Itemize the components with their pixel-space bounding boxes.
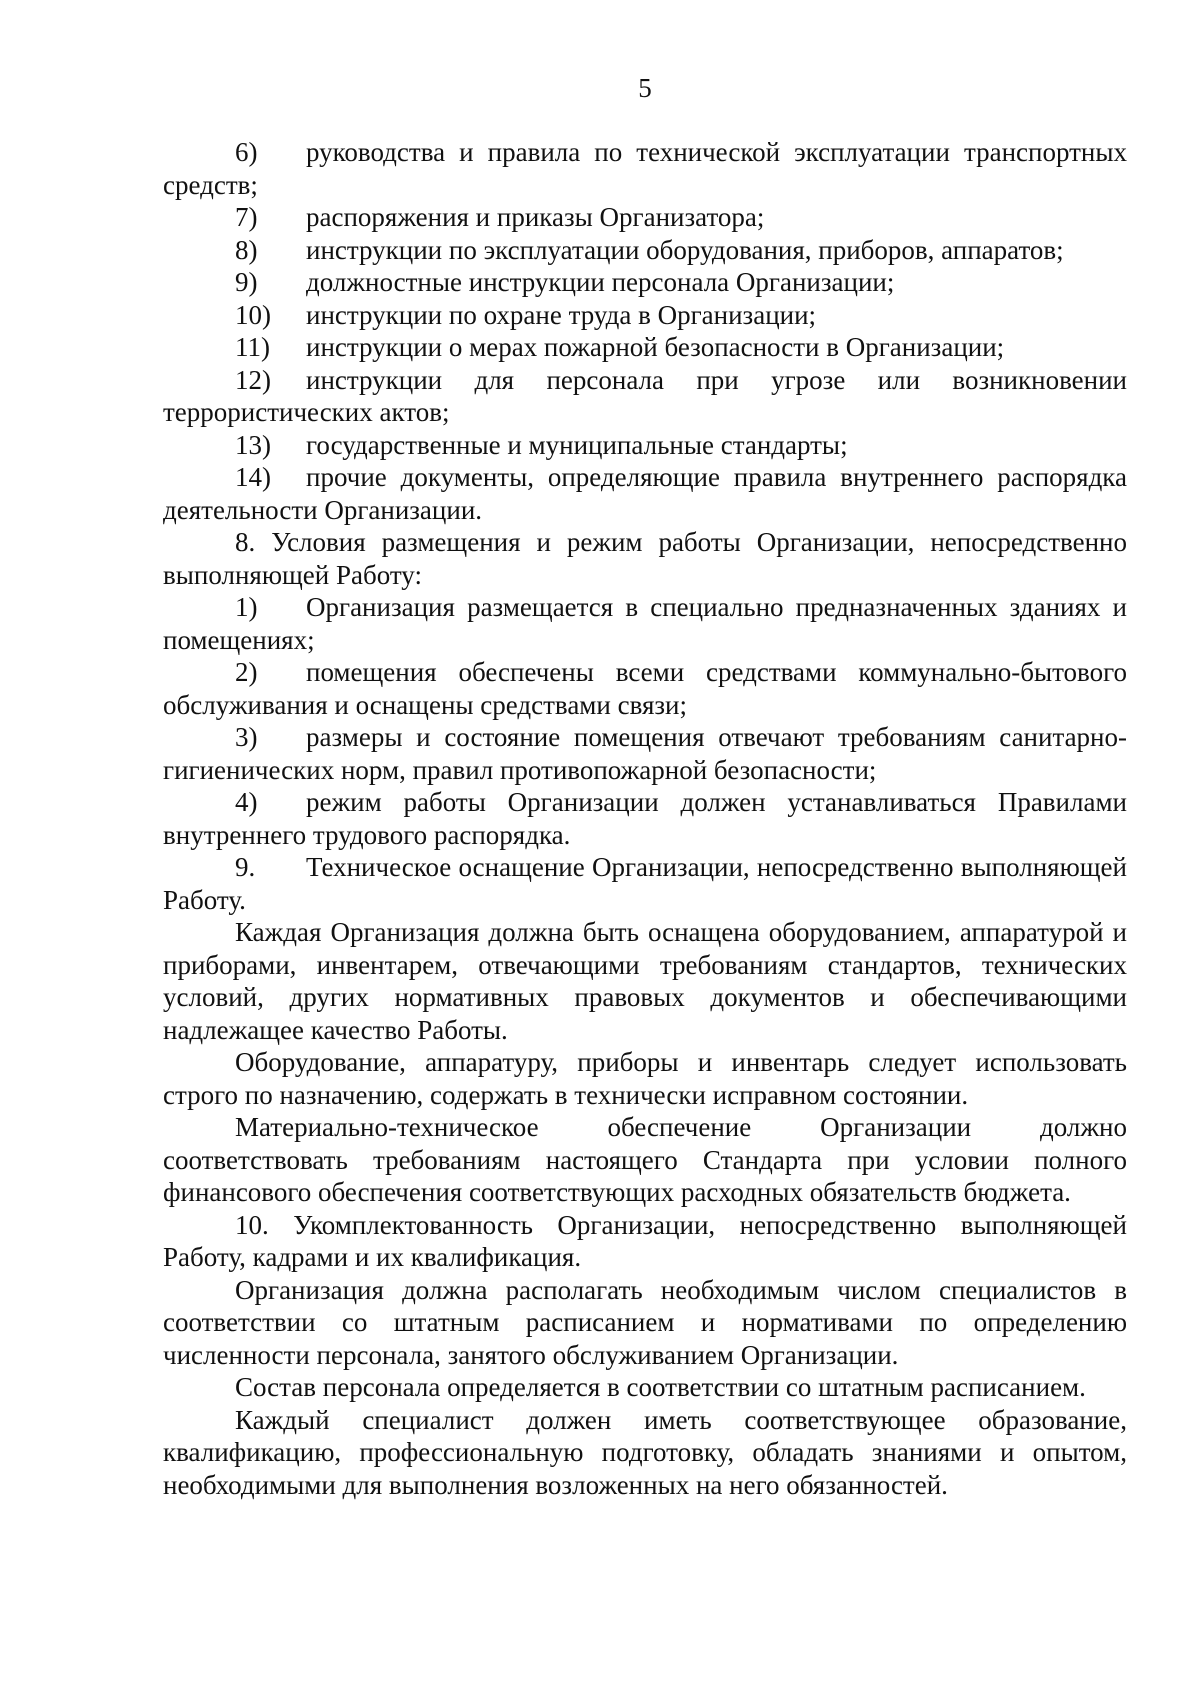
list-item: [163, 656, 1127, 721]
list-item: [163, 234, 1127, 267]
list-item: [163, 461, 1127, 526]
list-item-number: 2): [235, 657, 258, 687]
list-item-text: распоряжения и приказы Организатора;: [306, 202, 765, 232]
list-item-text: руководства и правила по технической эксплуатации транспортных средств;: [163, 137, 1127, 200]
paragraph: Организация должна располагать необходимым числом специалистов в соответствии со штатным расписанием и нормативами по определению численности персонала, занятого обслуживанием Организации.: [163, 1274, 1127, 1370]
document-body: [163, 136, 1127, 1501]
list-item-number: 10): [235, 299, 271, 330]
list-item-number: 9): [235, 267, 258, 297]
paragraph: Материально-техническое обеспечение Организации должно соответствовать требованиям настоящего Стандарта при условии полного финансового обеспечения соответствующих расходных обязательств бюджета.: [163, 1112, 1127, 1207]
list-item-number: 11): [235, 332, 270, 362]
list-item-text: режим работы Организации должен устанавливаться Правилами внутреннего трудового распорядка.: [163, 787, 1127, 850]
list-item: [163, 786, 1127, 851]
list-item: [163, 591, 1127, 656]
paragraph: Оборудование, аппаратуру, приборы и инвентарь следует использовать строго по назначению, содержать в технически исправном состоянии.: [163, 1047, 1127, 1110]
section-heading-8: 8. Условия размещения и режим работы Организации, непосредственно выполняющей Работу:: [163, 527, 1127, 590]
list-item-number: 4): [235, 787, 258, 817]
list-item: [163, 721, 1127, 786]
list-item: [163, 299, 1127, 332]
page-number: 5: [638, 73, 652, 103]
list-item-text: помещения обеспечены всеми средствами коммунально-бытового обслуживания и оснащены средствами связи;: [163, 657, 1127, 720]
section-number: 9.: [235, 852, 256, 882]
list-item-text: инструкции по охране труда в Организации;: [306, 299, 817, 330]
list-item-text: прочие документы, определяющие правила внутреннего распорядка деятельности Организации.: [163, 462, 1127, 525]
list-item-text: государственные и муниципальные стандарты;: [306, 429, 848, 460]
list-item-number: 6): [235, 137, 258, 167]
list-item: [163, 331, 1127, 364]
list-item-number: 12): [235, 364, 271, 395]
paragraph: Каждый специалист должен иметь соответствующее образование, квалификацию, профессиональную подготовку, обладать знаниями и опытом, необходимыми для выполнения возложенных на него обязанностей.: [163, 1404, 1127, 1500]
list-item-text: Организация размещается в специально предназначенных зданиях и помещениях;: [163, 592, 1127, 655]
list-item-number: 7): [235, 202, 258, 232]
list-item-number: 8): [235, 234, 258, 265]
section-heading-text: Техническое оснащение Организации, непосредственно выполняющей Работу.: [163, 852, 1127, 915]
section-heading-9: [163, 851, 1127, 916]
paragraph: Каждая Организация должна быть оснащена оборудованием, аппаратурой и приборами, инвентарем, отвечающими требованиям стандартов, технических условий, других нормативных правовых документов и обеспечивающими надлежащее качество Работы.: [163, 917, 1127, 1045]
list-item-number: 3): [235, 722, 258, 752]
paragraph: Состав персонала определяется в соответствии со штатным расписанием.: [235, 1372, 1086, 1402]
list-item: [163, 266, 1127, 299]
list-item-number: 1): [235, 592, 258, 622]
list-item: [163, 429, 1127, 462]
list-item-number: 14): [235, 462, 271, 492]
list-item: [163, 136, 1127, 201]
section-heading-10: 10. Укомплектованность Организации, непосредственно выполняющей Работу, кадрами и их квалификация.: [163, 1209, 1127, 1272]
list-item-text: инструкции о мерах пожарной безопасности в Организации;: [306, 332, 1005, 362]
list-item-number: 13): [235, 429, 271, 460]
list-item-text: должностные инструкции персонала Организации;: [306, 267, 895, 297]
list-item-text: размеры и состояние помещения отвечают требованиям санитарно-гигиенических норм, правил противопожарной безопасности;: [163, 722, 1127, 785]
list-item: [163, 201, 1127, 234]
list-item-text: инструкции для персонала при угрозе или возникновении террористических актов;: [163, 364, 1127, 427]
list-item-text: инструкции по эксплуатации оборудования, приборов, аппаратов;: [306, 234, 1064, 265]
list-item: [163, 364, 1127, 429]
